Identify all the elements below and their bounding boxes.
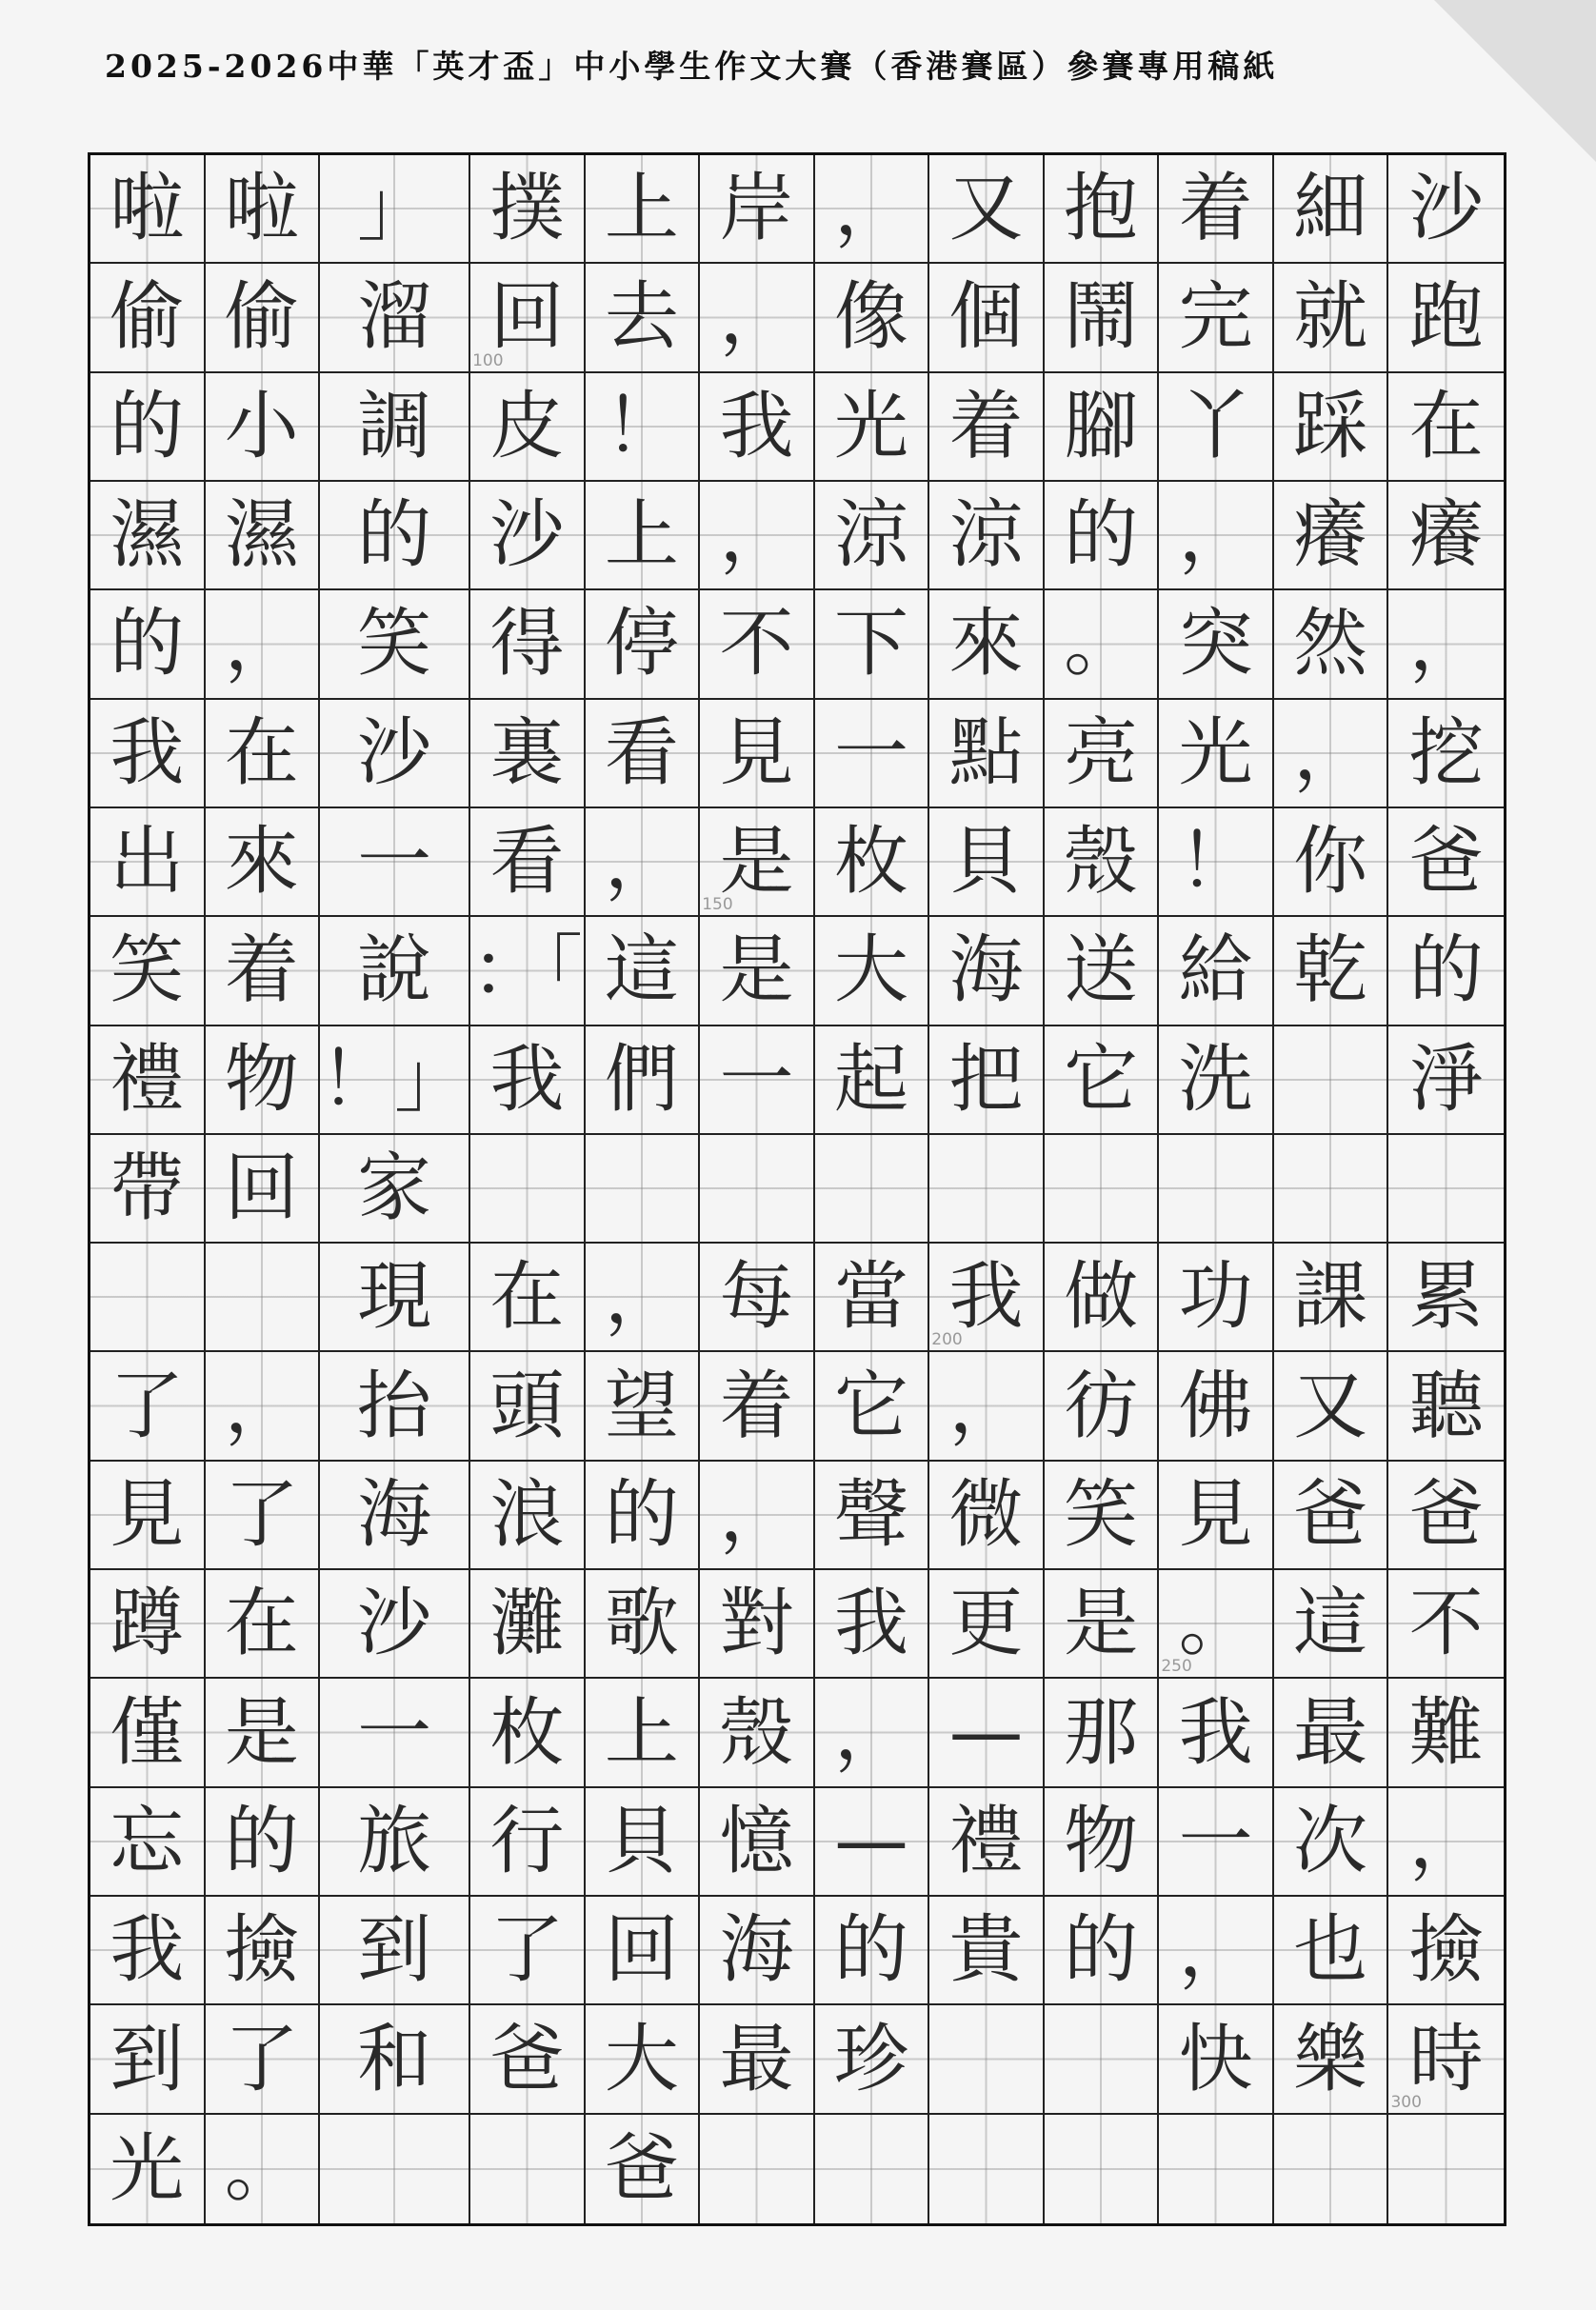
grid-cell: 珍 <box>815 2005 930 2114</box>
grid-cell: ， <box>1274 700 1389 808</box>
grid-cell: 的 <box>206 1788 321 1897</box>
grid-cell: ， <box>1388 590 1504 699</box>
grid-cell: 一 <box>1159 1788 1274 1897</box>
grid-cell: 海 <box>929 917 1045 1026</box>
grid-cell <box>470 2115 586 2223</box>
grid-cell: 又 <box>1274 1352 1389 1461</box>
grid-cell: 光 <box>1159 700 1274 808</box>
grid-cell: 的 <box>1045 1897 1160 2005</box>
grid-cell: 癢 <box>1274 482 1389 590</box>
grid-cell: 憶 <box>700 1788 815 1897</box>
grid-cell: 我 <box>1159 1679 1274 1787</box>
grid-cell: 癢 <box>1388 482 1504 590</box>
grid-cell <box>1388 1135 1504 1244</box>
grid-cell <box>1274 1026 1389 1135</box>
grid-cell: 挖 <box>1388 700 1504 808</box>
grid-cell: 快 <box>1159 2005 1274 2114</box>
grid-cell: ， <box>206 590 321 699</box>
grid-cell: 停 <box>586 590 701 699</box>
grid-cell: 爸 <box>1274 1462 1389 1570</box>
grid-cell: 沙 <box>320 1570 470 1679</box>
grid-cell <box>929 2115 1045 2223</box>
word-count-mark: 250 <box>1161 1657 1192 1677</box>
grid-cell: 微 <box>929 1462 1045 1570</box>
grid-cell: 着 <box>929 373 1045 482</box>
grid-cell: 沙 <box>470 482 586 590</box>
word-count-mark: 300 <box>1390 2092 1422 2112</box>
grid-cell: 殼 <box>700 1679 815 1787</box>
grid-cell: 了 <box>206 1462 321 1570</box>
grid-cell: 樂 <box>1274 2005 1389 2114</box>
grid-cell: 看 <box>470 808 586 917</box>
grid-cell: 我 <box>815 1570 930 1679</box>
grid-cell: 行 <box>470 1788 586 1897</box>
grid-cell: 是 <box>700 917 815 1026</box>
grid-cell: ， <box>1388 1788 1504 1897</box>
grid-cell: 更 <box>929 1570 1045 1679</box>
grid-cell: 涼 <box>929 482 1045 590</box>
grid-cell: 們 <box>586 1026 701 1135</box>
grid-cell: 然 <box>1274 590 1389 699</box>
grid-cell: 抬 <box>320 1352 470 1461</box>
grid-cell: 看 <box>586 700 701 808</box>
grid-cell: 。 250 <box>1159 1570 1274 1679</box>
grid-cell: 亮 <box>1045 700 1160 808</box>
grid-cell: 偷 <box>206 264 321 372</box>
grid-cell: 灘 <box>470 1570 586 1679</box>
grid-cell: ， <box>700 482 815 590</box>
grid-cell: 蹲 <box>90 1570 206 1679</box>
grid-cell <box>1045 2005 1160 2114</box>
grid-cell: 出 <box>90 808 206 917</box>
grid-cell: 。 <box>206 2115 321 2223</box>
grid-cell: 裏 <box>470 700 586 808</box>
grid-cell: 光 <box>90 2115 206 2223</box>
grid-cell: 得 <box>470 590 586 699</box>
grid-cell: 也 <box>1274 1897 1389 2005</box>
page-title: 2025-2026中華「英才盃」中小學生作文大賽（香港賽區）參賽專用稿紙 <box>105 48 1279 85</box>
grid-cell: 爸 <box>1388 808 1504 917</box>
grid-cell: 這 <box>586 917 701 1026</box>
grid-cell: 跑 <box>1388 264 1504 372</box>
grid-cell: 腳 <box>1045 373 1160 482</box>
grid-cell: 細 <box>1274 155 1389 264</box>
grid-cell: 一 <box>320 1679 470 1787</box>
grid-cell: 來 <box>929 590 1045 699</box>
grid-cell: 。 <box>1045 590 1160 699</box>
grid-cell: ， <box>586 808 701 917</box>
grid-cell: 」 <box>320 155 470 264</box>
grid-cell: 聲 <box>815 1462 930 1570</box>
grid-cell: 的 <box>90 590 206 699</box>
grid-cell: 次 <box>1274 1788 1389 1897</box>
grid-cell: 岸 <box>700 155 815 264</box>
grid-cell: 彷 <box>1045 1352 1160 1461</box>
grid-cell: 是 <box>206 1679 321 1787</box>
grid-cell <box>90 1244 206 1352</box>
grid-cell: 說 <box>320 917 470 1026</box>
grid-cell: 着 <box>700 1352 815 1461</box>
grid-cell: 下 <box>815 590 930 699</box>
grid-cell: 僅 <box>90 1679 206 1787</box>
grid-cell: 把 <box>929 1026 1045 1135</box>
grid-cell <box>815 2115 930 2223</box>
grid-cell: 禮 <box>90 1026 206 1135</box>
grid-cell: ， <box>206 1352 321 1461</box>
grid-cell: 涼 <box>815 482 930 590</box>
grid-cell: 的 <box>1388 917 1504 1026</box>
grid-cell: 大 <box>815 917 930 1026</box>
grid-cell <box>1045 2115 1160 2223</box>
grid-cell: 我 <box>90 700 206 808</box>
grid-cell: ， <box>815 155 930 264</box>
grid-cell: 望 <box>586 1352 701 1461</box>
grid-cell: ， <box>586 1244 701 1352</box>
grid-cell: 個 <box>929 264 1045 372</box>
grid-cell: 每 <box>700 1244 815 1352</box>
grid-cell: 笑 <box>320 590 470 699</box>
word-count-mark: 150 <box>702 895 733 915</box>
grid-cell <box>1159 1135 1274 1244</box>
grid-cell: 不 <box>700 590 815 699</box>
grid-cell: 在 <box>470 1244 586 1352</box>
grid-cell: 累 <box>1388 1244 1504 1352</box>
grid-cell: 我 <box>470 1026 586 1135</box>
grid-cell: 溜 <box>320 264 470 372</box>
grid-cell: ， <box>1159 482 1274 590</box>
grid-cell: 濕 <box>206 482 321 590</box>
grid-cell: 沙 <box>320 700 470 808</box>
grid-cell: 啦 <box>90 155 206 264</box>
grid-cell: 是 150 <box>700 808 815 917</box>
grid-cell: 物 <box>1045 1788 1160 1897</box>
grid-cell: 乾 <box>1274 917 1389 1026</box>
grid-cell: 洗 <box>1159 1026 1274 1135</box>
grid-cell: 笑 <box>1045 1462 1160 1570</box>
grid-cell: 小 <box>206 373 321 482</box>
grid-cell: ！ <box>586 373 701 482</box>
grid-cell: 的 <box>586 1462 701 1570</box>
grid-cell: 見 <box>1159 1462 1274 1570</box>
grid-cell <box>1274 1135 1389 1244</box>
grid-cell: 一 <box>700 1026 815 1135</box>
grid-cell: 歌 <box>586 1570 701 1679</box>
grid-cell: 這 <box>1274 1570 1389 1679</box>
grid-cell: 我 200 <box>929 1244 1045 1352</box>
grid-cell: 枚 <box>470 1679 586 1787</box>
grid-cell: 到 <box>320 1897 470 2005</box>
grid-cell: 光 <box>815 373 930 482</box>
grid-cell: 濕 <box>90 482 206 590</box>
grid-cell: 皮 <box>470 373 586 482</box>
grid-cell: 你 <box>1274 808 1389 917</box>
grid-cell: 去 <box>586 264 701 372</box>
grid-cell: 海 <box>700 1897 815 2005</box>
grid-cell: 踩 <box>1274 373 1389 482</box>
grid-cell: 偷 <box>90 264 206 372</box>
grid-cell: 旅 <box>320 1788 470 1897</box>
grid-cell: 對 <box>700 1570 815 1679</box>
word-count-mark: 200 <box>931 1330 963 1350</box>
grid-cell: 着 <box>206 917 321 1026</box>
grid-cell: 頭 <box>470 1352 586 1461</box>
grid-cell <box>929 1135 1045 1244</box>
grid-cell <box>320 2115 470 2223</box>
grid-cell <box>700 1135 815 1244</box>
writing-grid <box>88 152 1506 2226</box>
grid-cell: 回 <box>586 1897 701 2005</box>
grid-cell: 撲 <box>470 155 586 264</box>
grid-cell: 突 <box>1159 590 1274 699</box>
grid-cell: 的 <box>320 482 470 590</box>
grid-cell: — <box>815 1788 930 1897</box>
grid-cell: 回 100 <box>470 264 586 372</box>
grid-cell <box>1045 1135 1160 1244</box>
grid-cell <box>586 1135 701 1244</box>
grid-cell: 那 <box>1045 1679 1160 1787</box>
grid-cell: 上 <box>586 155 701 264</box>
grid-cell: 送 <box>1045 917 1160 1026</box>
grid-cell: 的 <box>815 1897 930 2005</box>
grid-cell: 當 <box>815 1244 930 1352</box>
grid-cell: 是 <box>1045 1570 1160 1679</box>
grid-cell: 了 <box>470 1897 586 2005</box>
grid-cell: 在 <box>1388 373 1504 482</box>
grid-cell: 見 <box>90 1462 206 1570</box>
grid-cell <box>206 1244 321 1352</box>
grid-cell: 淨 <box>1388 1026 1504 1135</box>
grid-cell: 啦 <box>206 155 321 264</box>
grid-cell: 上 <box>586 482 701 590</box>
grid-cell: 一 <box>815 700 930 808</box>
grid-cell: 了 <box>206 2005 321 2114</box>
grid-cell: 做 <box>1045 1244 1160 1352</box>
grid-cell: 撿 <box>206 1897 321 2005</box>
grid-cell: 貝 <box>929 808 1045 917</box>
grid-cell: 點 <box>929 700 1045 808</box>
grid-cell: 就 <box>1274 264 1389 372</box>
grid-cell: 回 <box>206 1135 321 1244</box>
grid-cell: ， <box>1159 1897 1274 2005</box>
grid-cell: 的 <box>90 373 206 482</box>
grid-cell: 完 <box>1159 264 1274 372</box>
grid-cell: 和 <box>320 2005 470 2114</box>
grid-cell: 枚 <box>815 808 930 917</box>
grid-cell: 抱 <box>1045 155 1160 264</box>
grid-cell: ， <box>929 1352 1045 1461</box>
grid-cell <box>815 1135 930 1244</box>
grid-cell: 爸 <box>1388 1462 1504 1570</box>
grid-cell: 家 <box>320 1135 470 1244</box>
grid-cell <box>929 2005 1045 2114</box>
grid-cell: 忘 <box>90 1788 206 1897</box>
grid-cell: 聽 <box>1388 1352 1504 1461</box>
grid-cell: ， <box>815 1679 930 1787</box>
grid-cell <box>470 1135 586 1244</box>
grid-cell: 來 <box>206 808 321 917</box>
grid-cell: 物 <box>206 1026 321 1135</box>
grid-cell: 起 <box>815 1026 930 1135</box>
grid-cell: 調 <box>320 373 470 482</box>
grid-cell: 它 <box>815 1352 930 1461</box>
grid-cell: ， <box>700 264 815 372</box>
grid-cell: ！」 <box>320 1026 470 1135</box>
grid-cell: 又 <box>929 155 1045 264</box>
grid-cell: 大 <box>586 2005 701 2114</box>
grid-cell: 到 <box>90 2005 206 2114</box>
grid-cell: 我 <box>90 1897 206 2005</box>
grid-cell: 丫 <box>1159 373 1274 482</box>
grid-cell: 給 <box>1159 917 1274 1026</box>
grid-cell: 它 <box>1045 1026 1160 1135</box>
grid-cell: 浪 <box>470 1462 586 1570</box>
grid-cell: 難 <box>1388 1679 1504 1787</box>
grid-cell: 不 <box>1388 1570 1504 1679</box>
grid-cell: 一 <box>320 808 470 917</box>
grid-cell: 殼 <box>1045 808 1160 917</box>
grid-cell <box>700 2115 815 2223</box>
grid-cell: 在 <box>206 1570 321 1679</box>
grid-cell: 課 <box>1274 1244 1389 1352</box>
grid-cell: 貝 <box>586 1788 701 1897</box>
grid-cell: 佛 <box>1159 1352 1274 1461</box>
grid-cell: 的 <box>1045 482 1160 590</box>
grid-cell: 時 300 <box>1388 2005 1504 2114</box>
grid-cell: 貴 <box>929 1897 1045 2005</box>
grid-cell: 爸 <box>470 2005 586 2114</box>
grid-cell: ， <box>700 1462 815 1570</box>
grid-cell: 見 <box>700 700 815 808</box>
grid-cell: 最 <box>700 2005 815 2114</box>
grid-cell: 禮 <box>929 1788 1045 1897</box>
grid-cell: 撿 <box>1388 1897 1504 2005</box>
grid-cell: 爸 <box>586 2115 701 2223</box>
grid-cell <box>1388 2115 1504 2223</box>
grid-cell: — <box>929 1679 1045 1787</box>
grid-cell: 了 <box>90 1352 206 1461</box>
grid-cell: 在 <box>206 700 321 808</box>
grid-cell <box>1159 2115 1274 2223</box>
grid-cell: 我 <box>700 373 815 482</box>
grid-cell: ：「 <box>470 917 586 1026</box>
word-count-mark: 100 <box>472 350 504 370</box>
grid-cell: 現 <box>320 1244 470 1352</box>
grid-cell: 帶 <box>90 1135 206 1244</box>
grid-cell: 功 <box>1159 1244 1274 1352</box>
grid-cell: 沙 <box>1388 155 1504 264</box>
grid-cell: 笑 <box>90 917 206 1026</box>
grid-cell: 像 <box>815 264 930 372</box>
grid-cell: 上 <box>586 1679 701 1787</box>
grid-cell: 最 <box>1274 1679 1389 1787</box>
grid-cell: 鬧 <box>1045 264 1160 372</box>
grid-cell: 海 <box>320 1462 470 1570</box>
grid-cell: ！ <box>1159 808 1274 917</box>
grid-cell <box>1274 2115 1389 2223</box>
grid-cell: 着 <box>1159 155 1274 264</box>
